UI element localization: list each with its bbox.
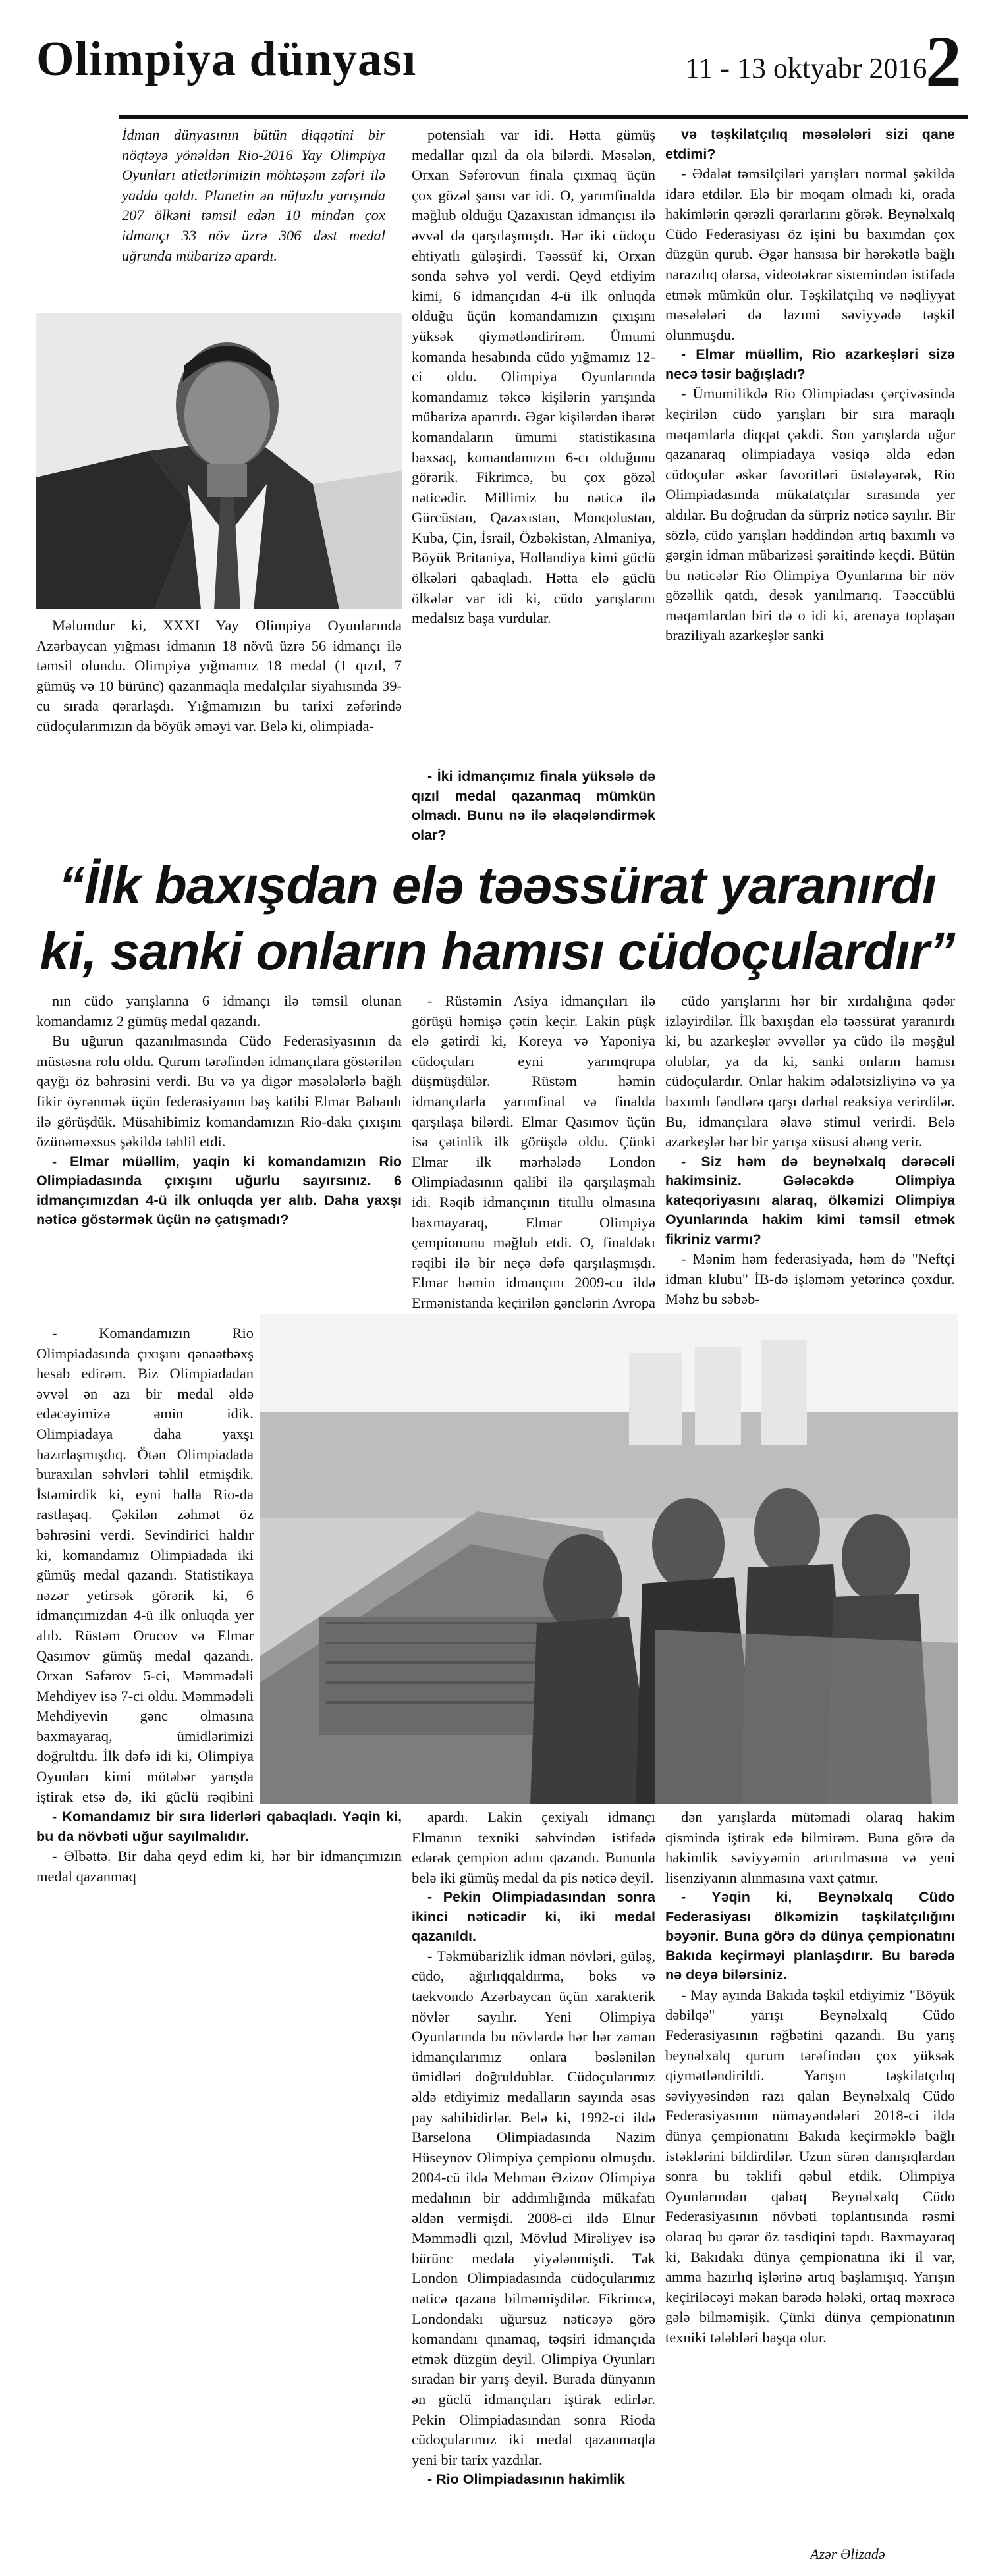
article-col2-top xyxy=(412,125,655,767)
article-col2-question xyxy=(412,767,655,846)
section-title: Olimpiya dünyası xyxy=(36,32,417,86)
interview-question: - Pekin Olimpiadasından sonra ikinci nəticədir ki, iki medal qazanıldı. xyxy=(412,1889,655,1945)
team-photo xyxy=(260,1314,958,1804)
pull-quote-line: “İlk baxışdan elə təəssürat yaranırdı xyxy=(58,856,937,915)
body-paragraph: - Əlbəttə. Bir daha qeyd edim ki, hər bir idmançımızın medal qazanmaq xyxy=(36,1848,402,1885)
interview-question: - İki idmançımız finala yüksələ də qızıl medal qazanmaq mümkün olmadı. Bunu nə ilə əlaqələndirmək olar? xyxy=(412,768,655,843)
lead-paragraph: İdman dünyasının bütün diqqətini bir nöqtəyə yönəldən Rio-2016 Yay Olimpiya Oyunları atletlərimizin möhtəşəm zəfəri ilə yadda qaldı. Planetin ən nüfuzlu yarışında 207 ölkəni təmsil edən 10 mindən çox idmançı 33 növ üzrə 306 dəst medal uğrunda mübarizə apardı. xyxy=(122,126,385,264)
article-col2-mid xyxy=(412,991,655,1310)
interview-question: - Siz həm də beynəlxalq dərəcəli hakimsiniz. Gələcəkdə Olimpiya kateqoriyasını alaraq, ölkəmizi Olimpiya Oyunlarında hakim kimi təmsil etmək fikriniz varmı? xyxy=(665,1153,955,1247)
article-col3-mid xyxy=(665,991,955,1310)
header-rule xyxy=(119,115,968,119)
portrait-illustration xyxy=(36,313,402,609)
article-col1-top xyxy=(36,616,402,846)
pull-quote xyxy=(36,853,958,988)
body-paragraph: - May ayında Bakıda təşkil etdiyimiz "Böyük dəbilqə" yarışı Beynəlxalq Cüdo Federasiyasının rəğbətini qazandı. Bu yarış beynəlxalq qurum tərəfindən çox yüksək qiymətləndirildi. Yarışın təşkilatçılıq səviyyəsindən razı qalan Beynəlxalq Cüdo Federasiyasının nümayəndələri 2018-ci ildə dünya çempionatını Bakıda keçirməklə bağlı istəklərini bildirdilər. Uzun sürən danışıqlardan sonra bu təklifi qəbul etdik. Olimpiya Oyunlarından qabaq Beynəlxalq Cüdo Federasiyasının növbəti toplantısında rəsmi olaraq bu qərar öz təsdiqini tapdı. Baxmayaraq ki, Bakıdakı dünya çempionatına iki il var, amma hazırlıq işlərinə artıq başlamışıq. Yarışın keçiriləcəyi məkan barədə hələki, ortaq məxrəcə gələ bilməmişik. Çünki dünya çempionatının texniki tələbləri başqa olur. xyxy=(665,1986,955,2346)
article-col1-bottom xyxy=(36,1808,402,2545)
article-col2-low xyxy=(412,1808,655,2545)
interview-question: - Yəqin ki, Beynəlxalq Cüdo Federasiyası ölkəmizin təşkilatçılığını bəyənir. Buna görə də dünya çempionatını Bakıda keçirməyi planlaşdırır. Bu barədə nə deyə bilərsiniz. xyxy=(665,1889,955,1983)
interview-question: - Rio Olimpiadasının hakimlik xyxy=(427,2471,625,2488)
page-number: 2 xyxy=(925,21,962,101)
body-paragraph: Bu uğurun qazanılmasında Cüdo Federasiyasının da müstəsna rolu oldu. Qurum tərəfindən idmançılara göstərilən qayğı öz bəhrəsini verdi. Bu və ya digər məsələlərlə bağlı fikir öyrənmək üçün federasiyanın baş katibi Elmar Babanlı ilə görüşdük. Müsahibimiz komandamızın Rio-dakı çıxışını özünəməxsus şəkildə təhlil etdi. xyxy=(36,1033,402,1150)
interview-question: - Komandamız bir sıra liderləri qabaqladı. Yəqin ki, bu da növbəti uğur sayılmalıdır. xyxy=(36,1809,402,1844)
issue-date: 11 - 13 oktyabr 2016 xyxy=(685,52,927,84)
article-col3-top xyxy=(665,125,955,846)
body-paragraph: - Ümumilikdə Rio Olimpiadası çərçivəsində keçirilən cüdo yarışları bir sıra maraqlı məqamlarla diqqət çəkdi. Son yarışlarda uğur qazanaraq olimpiadaya vəsiqə əldə edən cüdoçular əskər favoritləri üstələyərək, Rio Olimpiadasında mükafatçılar sırasında yer aldılar. Bu doğrudan da sürpriz nəticə sayılır. Bir sözlə, cüdo yarışları həddindən artıq baxımlı və gərgin idman mübarizəsi şəraitində keçdi. Bütün bu nəticələr Rio Olimpiya Oyunlarına bir növ gözəllik qatdı, desək yanılmarıq. Təəccüblü məqamlardan biri də o idi ki, arenaya toplaşan braziliyalı azarkeşlər sanki xyxy=(665,385,955,644)
body-paragraph: cüdo yarışlarını hər bir xırdalığına qədər izləyirdilər. İlk baxışdan elə təəssürat yaranırdı ki, bu azarkeşlər əvvəllər ya cüdo ilə məşğul olublar, ya da ki, sanki onların hamısı cüdoçulardır. Onlar hakim ədalətsizliyinə və ya baxımlı fəndlərə qarşı dərhal reaksiya verirdilər. Bu, idmançılara əlavə stimul verirdi. Belə azarkeşlər hər bir yarışa xüsusi ahəng verir. xyxy=(665,992,955,1150)
body-paragraph: - Təkmübarizlik idman növləri, güləş, cüdo, ağırlıqqaldırma, boks və taekvondo Azərbaycan üçün xarakterik növlər sayılır. Yeni Olimpiya Oyunlarında bu növlərdə hər hər zaman idmançılarımız onlara bəslənilən ümidləri doğruldublar. Cüdoçularımız əldə etdiyimiz medalların sayında əsas pay sahibidirlər. Belə ki, 1992-ci ildə Barselona Olimpiadasında Nazim Hüseynov Olimpiya çempionu olmuşdu. 2004-cü ildə Mehman Əzizov Olimpiya medalının bir addımlığında mükafatı əldən vermişdi. 2008-ci ildə Elnur Məmmədli qızıl, Mövlud Mirəliyev isə bürünc medala yiyələnmişdi. Tək London Olimpiadasında cüdoçularımız nəticə qazana bilməmişdilər. Fikrimcə, Londondakı uğursuz nəticəyə görə komandanı qınamaq, təqsiri idmançıda etmək düzgün deyil. Olimpiya Oyunları sıradan bir yarış deyil. Burada dünyanın ən güclü idmançıları iştirak edirlər. Pekin Olimpiadasından sonra Rioda cüdoçularımız iki medal qazanmaqla yeni bir tarix yazdılar. xyxy=(412,1947,655,2468)
body-paragraph: apardı. Lakin çexiyalı idmançı Elmanın texniki səhvindən istifadə edərək çempion adını qazandı. Bununla belə iki gümüş medal da pis nəticə deyil. xyxy=(412,1809,655,1886)
body-paragraph: potensialı var idi. Hətta gümüş medallar qızıl da ola bilərdi. Məsələn, Orxan Səfərovun finala çıxmaq üçün çox gözəl şansı var idi. O, yarımfinalda məğlub olduğu Qazaxıstan idmançısı ilə əvvəl də qarşılaşmışdı. Hər iki cüdoçu ehtiyatlı güləşirdi. Təəssüf ki, Orxan sonda səhvə yol verdi. Qeyd etdiyim kimi, 6 idmançıdan 4-ü ilk onluqda olduğu üçün komandamızın çıxışını yüksək qiymətləndirirəm. Ümumi komanda hesabında cüdo yığmamız 12-ci oldu. Olimpiya Oyunlarında komandamız təkcə kişilərin yarışında mübarizə aparırdı. Əgər kişilərdən ibarət komandaların ümumi statistikasına baxsaq, komandamızın 6-cı olduğunu görərik. Fikrimcə, bu çox gözəl nəticədir. Millimiz bu nəticə ilə Gürcüstan, Qazaxıstan, Monqolustan, Kuba, Çin, İsrail, Özbəkistan, Almaniya, Böyük Britaniya, Hollandiya kimi güclü ölkələri qabaqladı. Hətta elə güclü ölkələr var idi ki, cüdo yarışlarını medalsız başa vurdular. xyxy=(412,126,655,627)
team-illustration xyxy=(260,1314,958,1804)
pull-quote-line: ki, sanki onların hamısı cüdoçulardır” xyxy=(40,922,955,980)
interview-question: - Elmar müəllim, yaqin ki komandamızın Rio Olimpiadasında çıxışını uğurlu sayırsınız. 6 idmançımızdan 4-ü ilk onluqda yer alıb. Daha yaxşı nəticə göstərmək üçün nə çatışmadı? xyxy=(36,1153,402,1228)
body-paragraph: - Rüstəmin Asiya idmançıları ilə görüşü həmişə çətin keçir. Lakin püşk elə gətirdi ki, Koreya və Yaponiya cüdoçuları eyni yarımqrupa düşmüşdülər. Rüstəm həmin idmançılarla yarımfinal və finalda qarşılaşa bilərdi. Elmar Qasımov üçün isə çətinlik ilk görüşdə oldu. Çünki Elmar ilk mərhələdə London Olimpiadasının qalibi ilə qarşılaşmalı idi. Rəqib idmançının titullu olmasına baxmayaraq, Elmar Olimpiya çempionunu məğlub etdi. O, finaldakı rəqibi ilə bir neçə dəfə qarşılaşmışdı. Elmar həmin idmançını 2009-cu ildə Ermənistanda keçirilən gənclərin Avropa xyxy=(412,992,655,1310)
article-col1-mid xyxy=(36,991,402,1320)
body-paragraph: Məlumdur ki, XXXI Yay Olimpiya Oyunlarında Azərbaycan yığması idmanın 18 növü üzrə 56 idmançı ilə təmsil olundu. Olimpiya yığmamız 18 medal (1 qızıl, 7 gümüş və 10 bürünc) qazanmaqla medalçılar siyahısında 39-cu sırada qərarlaşdı. Yığmamızın bu tarixi zəfərində cüdoçularımızın da böyük əməyi var. Belə ki, olimpiada- xyxy=(36,617,402,734)
body-paragraph: - Ədalət təmsilçiləri yarışları normal şəkildə idarə etdilər. Elə bir moqam olmadı ki, orada hakimlərin qərəzli qərarlarını görək. Beynəlxalq Cüdo Federasiyası öz işini bu baxımdan çox düzgün qurub. Əgər hansısa bir hərəkətlə bağlı narazılıq olarsa, videotəkrar sistemindən istifadə etmək mümkün olur. Təşkilatçılıq və nəqliyyat məsələləri də lazımi səviyyədə təşkil olunmuşdu. xyxy=(665,165,955,343)
body-paragraph: - Komandamızın Rio Olimpiadasında çıxışını qənaətbəxş hesab edirəm. Biz Olimpiadadan əvvəl ən azı bir medal əldə edəcəyimizə əmin idik. Olimpiadaya daha yaxşı hazırlaşmışdıq. Ötən Olimpiadada buraxılan səhvləri təhlil etmişdik. İstəmirdik ki, eyni halla Rio-da rastlaşaq. Çəkilən zəhmət öz bəhrəsini verdi. Sevindirici haldır ki, komandamız Olimpiadada iki gümüş medal qazandı. Statistikaya nəzər yetirsək görərik ki, 6 idmançımızdan 4-ü ilk onluqda yer alıb. Rüstəm Orucov və Elmar Qasımov gümüş medal qazandı. Orxan Səfərov 5-ci, Məmmədəli Mehdiyev isə 7-ci oldu. Məmmədəli Mehdiyevin gənc olmasına baxmayaraq, ümidlərimizi doğrultdu. İlk dəfə idi ki, Olimpiya Oyunları kimi mötəbər yarışda iştirak etsə də, iki güclü rəqibini xyxy=(36,1325,254,1804)
body-paragraph: nın cüdo yarışlarına 6 idmançı ilə təmsil olunan komandamız 2 gümüş medal qazandı. xyxy=(36,992,402,1029)
body-paragraph: - Mənim həm federasiyada, həm də "Neftçi idman klubu" İB-də işləməm yetərincə çoxdur. Məhz bu səbəb- xyxy=(665,1250,955,1308)
author-signature: Azər Əlizadə xyxy=(810,2546,885,2562)
article-col3-low xyxy=(665,1808,955,2538)
body-paragraph: dən yarışlarda mütəmadi olaraq hakim qismində iştirak edə bilmirəm. Buna görə də hakimlik səviyyəmin artırılmasına və yeni lisenziyanın alınmasına vaxt çatmır. xyxy=(665,1809,955,1886)
article-col1-lower xyxy=(36,1324,254,1804)
interview-question: və təşkilatçılıq məsələləri sizi qane etdimi? xyxy=(665,126,955,162)
portrait-photo xyxy=(36,313,402,609)
interview-question: - Elmar müəllim, Rio azarkeşləri sizə necə təsir bağışladı? xyxy=(665,346,955,382)
